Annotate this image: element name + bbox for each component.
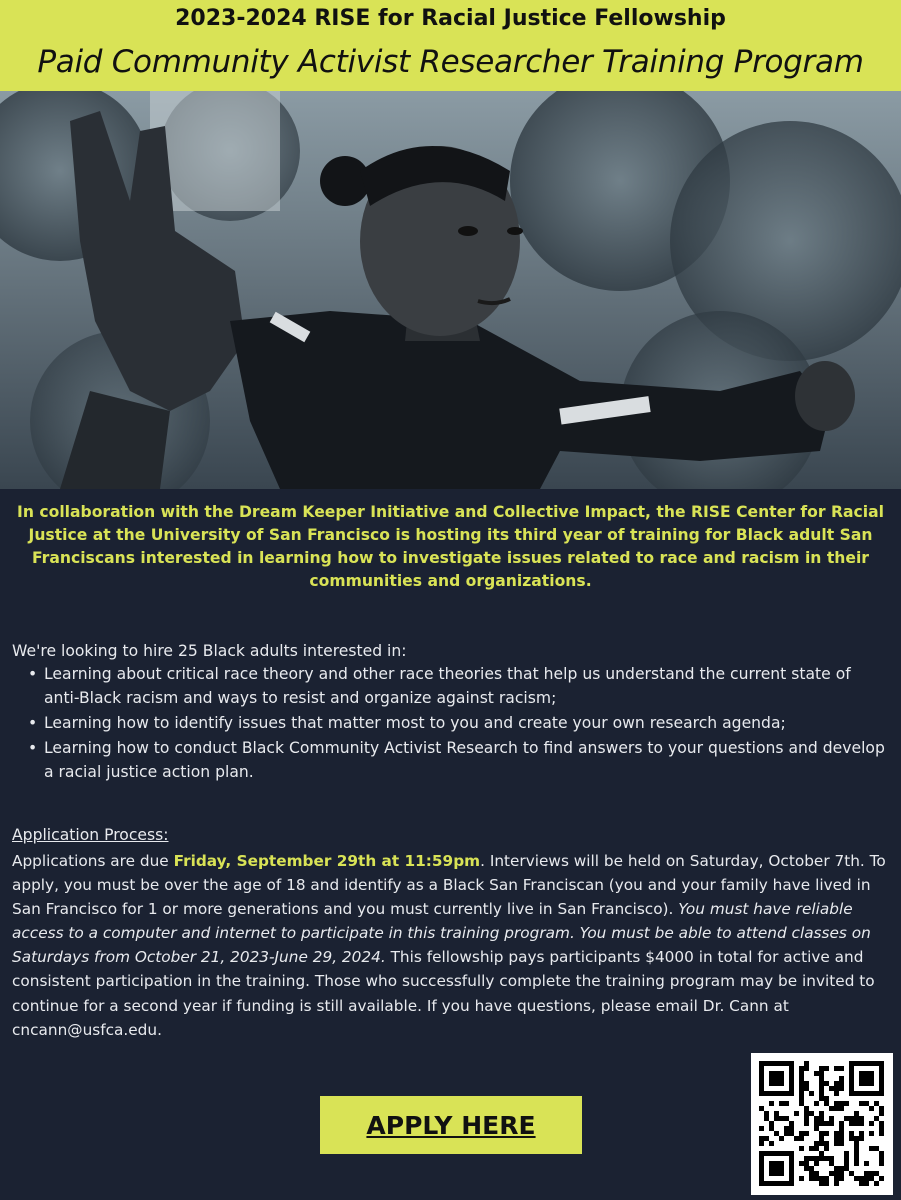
list-item: • Learning how to identify issues that matter most to you and create your own research agenda;	[24, 711, 889, 735]
application-heading: Application Process:	[12, 826, 169, 844]
list-item: • Learning about critical race theory and other race theories that help us understand the current state of anti-Black racism and ways to resist and organize against racism;	[24, 662, 889, 710]
apply-here-button[interactable]: APPLY HERE	[320, 1096, 582, 1154]
header-banner	[0, 0, 901, 91]
application-requirements: You must have reliable access to a computer and internet to participate in this training program. You must be able to attend classes on Saturdays from October 21, 2023-June 29, 2024.	[12, 900, 871, 967]
list-item: • Learning how to conduct Black Community Activist Research to find answers to your questions and develop a racial justice action plan.	[24, 736, 889, 784]
application-text-2: . Interviews will be held on Saturday, October 7th. To apply, you must be over the age of 18 and identify as a Black San Franciscan (you and your family have lived in San Francisco for 1 or more generations and you must currently live in San Francisco).	[12, 852, 886, 919]
qr-code-icon[interactable]	[751, 1053, 893, 1195]
intro-paragraph: In collaboration with the Dream Keeper Initiative and Collective Impact, the RISE Center for Racial Justice at the University of San Francisco is hosting its third year of training for Black adult San Franciscans interested in learning how to investigate issues related to race and racism in their communities and organizations.	[17, 503, 884, 590]
application-details	[12, 849, 889, 1042]
program-subtitle: Paid Community Activist Researcher Training Program	[37, 44, 864, 80]
application-deadline: Friday, September 29th at 11:59pm	[173, 852, 481, 870]
hero-photo	[0, 91, 901, 489]
application-text-1: Applications are due	[12, 852, 174, 870]
interest-list	[24, 662, 889, 785]
fellowship-title: 2023-2024 RISE for Racial Justice Fellowship	[175, 6, 726, 31]
hiring-lead: We're looking to hire 25 Black adults interested in:	[12, 642, 407, 660]
application-text-3: This fellowship pays participants $4000 in total for active and consistent participation in the training. Those who successfully complete the training program may be invited to continue for a second year if funding is still available. If you have questions, please email Dr. Cann at cncann@usfca.edu.	[12, 948, 875, 1039]
